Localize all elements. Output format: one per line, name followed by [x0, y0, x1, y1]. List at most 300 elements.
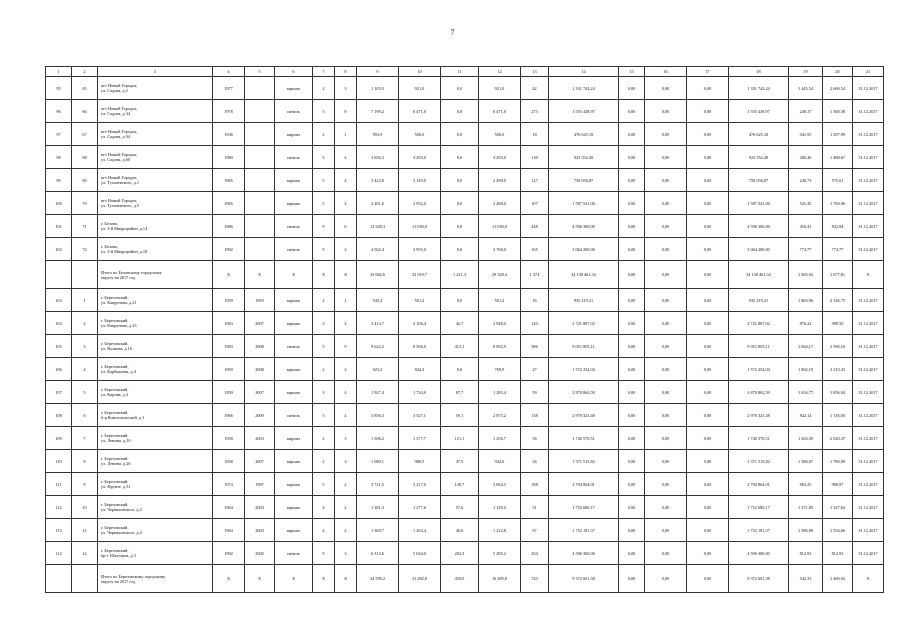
table-cell: 56 — [521, 427, 549, 450]
table-cell: 95 — [46, 77, 72, 100]
table-cell: 188 — [521, 473, 549, 496]
table-cell — [245, 238, 275, 261]
table-cell — [46, 565, 72, 593]
table-cell: 1992 — [213, 542, 245, 565]
table-cell: 2 932,0 — [399, 192, 441, 215]
table-cell — [72, 261, 98, 289]
table-cell: 31.12.2017 — [853, 169, 884, 192]
table-cell: 32 019,7 — [399, 261, 441, 289]
table-cell: 1 752 680,17 — [729, 496, 789, 519]
column-number: 10 — [399, 67, 441, 77]
table-cell: 1 654,77 — [789, 381, 823, 404]
table-cell: 149,7 — [441, 473, 479, 496]
column-number: 1 — [46, 67, 72, 77]
table-cell: 1 752 181,37 — [549, 519, 619, 542]
table-cell: 47,5 — [441, 450, 479, 473]
column-number: 6 — [275, 67, 313, 77]
table-cell: 4 — [313, 496, 335, 519]
table-cell: 96 — [46, 100, 72, 123]
table-row — [46, 473, 884, 496]
table-cell: 3 201,6 — [357, 192, 399, 215]
table-cell: 4 596 300,00 — [549, 542, 619, 565]
table-cell: 2 — [313, 450, 335, 473]
table-cell — [245, 169, 275, 192]
table-cell: 1 769,96 — [823, 192, 853, 215]
address-line: ул. Ленина, д.10 — [101, 438, 131, 443]
table-cell: 2008 — [245, 335, 275, 358]
table-cell: 0,00 — [645, 238, 687, 261]
table-cell: 2 — [313, 77, 335, 100]
table-cell: 9 622,2 — [357, 335, 399, 358]
table-cell: 31.12.2017 — [853, 404, 884, 427]
table-cell: кирпич — [275, 169, 313, 192]
table-cell: 1 927,4 — [357, 381, 399, 404]
table-cell: 67 — [521, 519, 549, 542]
table-cell: 3 — [335, 77, 357, 100]
table-row — [46, 169, 884, 192]
table-cell: 1 587 541,00 — [729, 192, 789, 215]
table-cell: X — [245, 565, 275, 593]
table-cell: 4 — [335, 381, 357, 404]
table-cell: кирпич — [275, 519, 313, 542]
table-cell: 1965 — [213, 192, 245, 215]
table-cell: 1983 — [213, 335, 245, 358]
table-cell: панель — [275, 404, 313, 427]
table-cell: кирпич — [275, 358, 313, 381]
table-cell: 876,22 — [789, 312, 823, 335]
table-cell: 2 590,16 — [823, 335, 853, 358]
table-cell: 575,61 — [823, 169, 853, 192]
table-cell: 34 130 461,32 — [549, 261, 619, 289]
table-cell: 98 — [46, 146, 72, 169]
address-cell — [98, 146, 213, 169]
table-cell: 989,5 — [399, 450, 441, 473]
address-cell — [98, 238, 213, 261]
table-cell: 11 038,0 — [399, 215, 441, 238]
table-cell: 2 948,5 — [479, 312, 521, 335]
table-cell: 31.12.2017 — [853, 542, 884, 565]
table-cell: X — [335, 565, 357, 593]
column-number: 14 — [549, 67, 619, 77]
table-cell: 6 471,0 — [399, 100, 441, 123]
table-cell: X — [213, 261, 245, 289]
table-cell: 3 293,0 — [399, 146, 441, 169]
table-row — [46, 450, 884, 473]
table-cell: 16 485,0 — [479, 565, 521, 593]
table-cell: X — [313, 261, 335, 289]
table-cell: 0,0 — [441, 146, 479, 169]
table-cell: 0,00 — [687, 312, 729, 335]
address-line: округу на 2017 год — [101, 578, 136, 584]
table-cell: 7 199,2 — [357, 100, 399, 123]
table-cell: 0,00 — [645, 473, 687, 496]
table-cell: 4 — [335, 169, 357, 192]
table-cell: панель — [275, 542, 313, 565]
table-row — [46, 358, 884, 381]
table-cell: 0,00 — [687, 565, 729, 593]
table-cell: 1 331 742,24 — [549, 77, 619, 100]
table-cell: 812,93 — [789, 542, 823, 565]
table-cell: X — [213, 565, 245, 593]
table-cell: 0,00 — [645, 358, 687, 381]
table-cell: 1959 — [213, 289, 245, 312]
table-cell: 0,00 — [687, 473, 729, 496]
table-cell — [245, 100, 275, 123]
table-row — [46, 542, 884, 565]
table-cell: 386 — [521, 335, 549, 358]
table-cell: 2003 — [245, 427, 275, 450]
table-cell: 0,00 — [687, 519, 729, 542]
column-number: 17 — [687, 67, 729, 77]
total-row — [46, 261, 884, 289]
address-line: г. Белово, — [101, 244, 119, 249]
table-cell: 1 865,96 — [789, 289, 823, 312]
table-cell: 5 — [313, 473, 335, 496]
address-line: пгт Новый Городок, — [101, 106, 138, 111]
table-cell: 3 064 200,00 — [549, 238, 619, 261]
table-cell: кирпич — [275, 381, 313, 404]
table-cell: 3 — [335, 427, 357, 450]
address-cell — [98, 381, 213, 404]
table-cell: 29 328,4 — [479, 261, 521, 289]
address-line: ул. Садова, д.34 — [101, 111, 130, 116]
table-row — [46, 238, 884, 261]
table-cell: 545,4 — [357, 289, 399, 312]
table-cell: 501,2 — [399, 289, 441, 312]
table-cell: 0,0 — [441, 123, 479, 146]
table-cell: 0,00 — [687, 381, 729, 404]
column-number: 16 — [645, 67, 687, 77]
table-cell: 1 221,3 — [441, 261, 479, 289]
address-line: Итого по Беловскому городскому — [101, 269, 162, 275]
address-line: пгт Новый Городок, — [101, 175, 138, 180]
column-number: 9 — [357, 67, 399, 77]
table-cell: 1 381,3 — [357, 496, 399, 519]
table-cell: 0,00 — [619, 169, 645, 192]
table-cell: 1 277,6 — [399, 496, 441, 519]
table-cell — [46, 261, 72, 289]
table-cell: 1 374 — [521, 261, 549, 289]
table-cell: 65 — [72, 77, 98, 100]
table-row — [46, 404, 884, 427]
table-cell: 31.12.2017 — [853, 146, 884, 169]
table-cell: 0,00 — [619, 192, 645, 215]
table-cell: 1 506,2 — [357, 427, 399, 450]
table-cell: 0,00 — [619, 312, 645, 335]
table-cell: 3 527,1 — [399, 404, 441, 427]
table-cell: 68 — [72, 146, 98, 169]
table-cell: 1 — [335, 289, 357, 312]
table-cell: кирпич — [275, 192, 313, 215]
table-cell: 3 106,4 — [399, 312, 441, 335]
table-cell: 18 — [521, 123, 549, 146]
table-cell: 31.12.2017 — [853, 381, 884, 404]
table-cell: 106 — [46, 358, 72, 381]
table-cell: 2 794 864,01 — [549, 473, 619, 496]
table-cell: 1 572 254,04 — [729, 358, 789, 381]
table-cell: 0,0 — [441, 192, 479, 215]
table-cell: 6 312,6 — [357, 542, 399, 565]
table-cell: 935 219,21 — [729, 289, 789, 312]
table-cell: 3 149,0 — [399, 169, 441, 192]
table-cell: 3 293,0 — [479, 146, 521, 169]
table-cell: 87,7 — [441, 381, 479, 404]
total-label — [98, 261, 213, 289]
table-cell: 941,95 — [789, 123, 823, 146]
address-line: г. Березовский, — [101, 341, 129, 346]
table-cell: 0,00 — [687, 496, 729, 519]
table-cell — [72, 565, 98, 593]
table-cell: 31.12.2017 — [853, 123, 884, 146]
address-line: г. Березовский, — [101, 456, 129, 461]
table-cell: 9 372 601,38 — [549, 565, 619, 593]
table-cell: 0,00 — [645, 261, 687, 289]
table-cell: 0,00 — [619, 146, 645, 169]
table-cell: 2003 — [245, 496, 275, 519]
table-cell: 0,00 — [687, 215, 729, 238]
table-cell: 774,77 — [789, 238, 823, 261]
table-cell: 5 — [313, 192, 335, 215]
table-cell: 2 870 862,59 — [549, 381, 619, 404]
table-cell: 476 625,18 — [729, 123, 789, 146]
table-cell: 4 596 300,00 — [549, 215, 619, 238]
address-cell — [98, 192, 213, 215]
table-cell: 0,00 — [619, 335, 645, 358]
table-row — [46, 192, 884, 215]
table-cell: 0,00 — [619, 381, 645, 404]
column-number: 7 — [313, 67, 335, 77]
table-cell: 758 056,87 — [549, 169, 619, 192]
table-cell: 2 210,33 — [823, 358, 853, 381]
table-cell: 31.12.2017 — [853, 312, 884, 335]
table-row — [46, 100, 884, 123]
table-cell: 71 — [72, 215, 98, 238]
table-cell: 31.12.2017 — [853, 238, 884, 261]
table-cell: 1 222,8 — [479, 519, 521, 542]
table-cell: 2 — [335, 358, 357, 381]
table-cell: 1 — [335, 123, 357, 146]
address-line: пгт Новый Городок, — [101, 83, 138, 88]
table-cell: 2 326,75 — [823, 289, 853, 312]
table-cell: кирпич — [275, 123, 313, 146]
table-cell: 9 051 805,11 — [729, 335, 789, 358]
table-cell: 0,00 — [619, 496, 645, 519]
address-line: ул. Волкова, д.16 — [101, 346, 132, 351]
address-cell — [98, 427, 213, 450]
table-cell: кирпич — [275, 312, 313, 335]
table-cell: 2007 — [245, 450, 275, 473]
table-cell: 0,00 — [645, 450, 687, 473]
table-cell: 31.12.2017 — [853, 100, 884, 123]
address-line: пгт Новый Городок, — [101, 152, 138, 157]
address-line: г. Березовский, — [101, 433, 129, 438]
table-cell: 0,00 — [619, 358, 645, 381]
table-cell: 0,0 — [441, 358, 479, 381]
table-cell: 743 — [521, 565, 549, 593]
table-cell: 1 555 438,97 — [729, 100, 789, 123]
column-number: 13 — [521, 67, 549, 77]
table-cell: 2 870 862,59 — [729, 381, 789, 404]
table-cell: 4 — [335, 146, 357, 169]
address-cell — [98, 335, 213, 358]
table-cell: 1978 — [213, 100, 245, 123]
table-cell: 413,1 — [441, 335, 479, 358]
table-cell: 812,93 — [823, 542, 853, 565]
address-cell — [98, 215, 213, 238]
table-cell: 254 — [521, 542, 549, 565]
table-cell: 0,00 — [619, 261, 645, 289]
address-cell — [98, 100, 213, 123]
column-number: 2 — [72, 67, 98, 77]
table-row — [46, 77, 884, 100]
table-cell: 1 445,54 — [789, 77, 823, 100]
table-cell: 0,00 — [619, 565, 645, 593]
table-cell: 5 285,2 — [479, 542, 521, 565]
column-number: 19 — [789, 67, 823, 77]
table-cell: 501,2 — [479, 289, 521, 312]
table-cell: 2 020,37 — [823, 427, 853, 450]
table-cell — [245, 146, 275, 169]
table-cell: 59 — [521, 381, 549, 404]
column-number: 15 — [619, 67, 645, 77]
address-line: ул. Черняховского, д.2 — [101, 507, 142, 512]
table-cell: 1964 — [213, 496, 245, 519]
table-cell: 0,00 — [687, 261, 729, 289]
table-cell: 12 — [72, 542, 98, 565]
table-row — [46, 427, 884, 450]
table-cell: 0,00 — [687, 427, 729, 450]
total-label — [98, 565, 213, 593]
table-cell: 1 064,17 — [789, 335, 823, 358]
table-cell: 3 — [313, 312, 335, 335]
address-cell — [98, 289, 213, 312]
table-cell: 3 — [335, 450, 357, 473]
table-cell: 0,00 — [687, 77, 729, 100]
table-row — [46, 215, 884, 238]
table-cell: 5 — [313, 335, 335, 358]
table-cell: 8 — [72, 450, 98, 473]
table-cell: 3 656,3 — [357, 146, 399, 169]
address-line: Итого по Березовскому городскому — [101, 573, 166, 579]
table-cell: 942,0 — [479, 450, 521, 473]
address-cell — [98, 450, 213, 473]
table-cell: 105 — [46, 335, 72, 358]
table-cell: 108 — [46, 404, 72, 427]
column-number: 21 — [853, 67, 884, 77]
table-cell: 1936 — [213, 123, 245, 146]
address-cell — [98, 519, 213, 542]
table-cell: 1 555 438,97 — [549, 100, 619, 123]
table-cell: 774,77 — [823, 238, 853, 261]
total-row — [46, 565, 884, 593]
table-cell: 832,84 — [823, 215, 853, 238]
address-cell — [98, 473, 213, 496]
address-line: ул. Капрунова, д.23 — [101, 323, 137, 328]
table-cell: 0,00 — [645, 146, 687, 169]
column-number: 5 — [245, 67, 275, 77]
address-line: ул. Садова, д.2 — [101, 88, 128, 93]
table-cell: 769,9 — [479, 358, 521, 381]
table-cell: 40,6 — [441, 519, 479, 542]
table-cell: 844,3 — [399, 358, 441, 381]
table-cell: 5 — [313, 146, 335, 169]
table-row — [46, 381, 884, 404]
table-cell: 34 130 461,32 — [729, 261, 789, 289]
table-cell: 31.12.2017 — [853, 77, 884, 100]
table-cell: 67 — [72, 123, 98, 146]
table-cell: 0,00 — [619, 519, 645, 542]
table-cell: 1 734,9 — [399, 381, 441, 404]
table-cell: 1 105,5 — [357, 77, 399, 100]
table-cell: кирпич — [275, 427, 313, 450]
table-cell: 0,00 — [619, 289, 645, 312]
table-cell: 0,00 — [687, 289, 729, 312]
address-line: ул. Фрунзе, д.31 — [101, 484, 131, 489]
table-cell: 7 — [72, 427, 98, 450]
table-cell: 923 552,49 — [549, 146, 619, 169]
table-cell: 0,00 — [619, 215, 645, 238]
table-cell: 2 794 864,01 — [729, 473, 789, 496]
table-cell: 103 — [46, 289, 72, 312]
table-cell: 2009 — [245, 404, 275, 427]
table-cell: 113 — [46, 519, 72, 542]
table-cell: 0,00 — [645, 289, 687, 312]
table-cell: 165 — [521, 238, 549, 261]
table-cell: X — [853, 565, 884, 593]
table-cell: 1 080,1 — [357, 450, 399, 473]
table-cell: 1 371 515,82 — [729, 450, 789, 473]
address-line: г. Березовский, — [101, 525, 129, 530]
table-cell: 5 — [313, 169, 335, 192]
table-cell: X — [275, 565, 313, 593]
table-cell: 42,7 — [441, 312, 479, 335]
table-cell: 0,00 — [645, 169, 687, 192]
table-row — [46, 335, 884, 358]
table-cell: 9 — [313, 215, 335, 238]
table-cell: 0,00 — [619, 238, 645, 261]
table-cell — [245, 215, 275, 238]
table-cell: 1963 — [213, 312, 245, 335]
table-cell: 57,6 — [441, 496, 479, 519]
table-cell: 104 — [46, 312, 72, 335]
table-cell: 8 — [335, 100, 357, 123]
table-cell: 2 — [313, 123, 335, 146]
table-cell: 6 471,0 — [479, 100, 521, 123]
table-cell: 31.12.2017 — [853, 450, 884, 473]
table-cell: 102 — [46, 238, 72, 261]
table-cell: 2003 — [245, 519, 275, 542]
address-line: г. Березовский, — [101, 548, 129, 553]
table-cell: 112 — [46, 496, 72, 519]
table-cell: 35 682,6 — [357, 261, 399, 289]
address-line: г. Березовский, — [101, 502, 129, 507]
table-cell: 2 721 887,02 — [549, 312, 619, 335]
table-cell: 1958 — [213, 450, 245, 473]
table-cell: 6 — [72, 404, 98, 427]
table-cell: кирпич — [275, 450, 313, 473]
table-cell: 1 740 570,51 — [549, 427, 619, 450]
table-cell: 1993 — [245, 289, 275, 312]
table-cell: 448 — [521, 215, 549, 238]
table-cell: 1 780,09 — [823, 450, 853, 473]
table-cell: 1977 — [213, 77, 245, 100]
table-cell: 202,3 — [441, 542, 479, 565]
table-cell: 758 056,87 — [729, 169, 789, 192]
table-cell: 1 752 680,17 — [549, 496, 619, 519]
table-cell: кирпич — [275, 77, 313, 100]
address-cell — [98, 542, 213, 565]
table-cell: 6 — [335, 215, 357, 238]
